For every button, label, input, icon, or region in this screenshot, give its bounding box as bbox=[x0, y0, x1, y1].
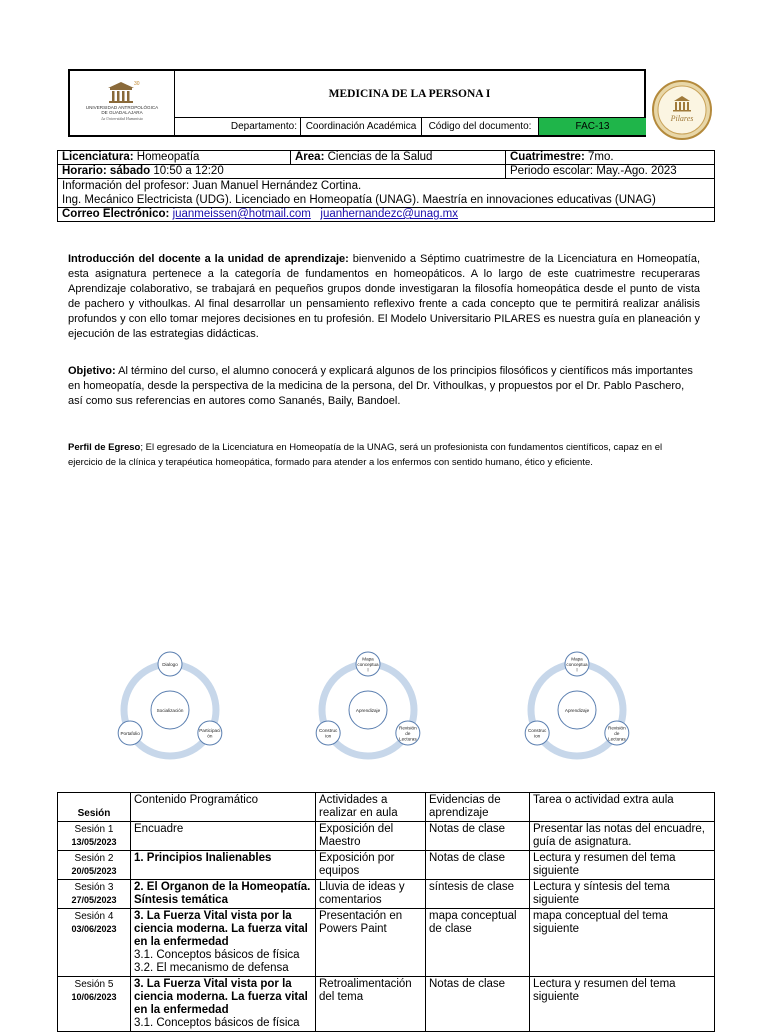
header-tarea: Tarea o actividad extra aula bbox=[530, 793, 715, 822]
email-link-1[interactable]: juanmeissen@hotmail.com bbox=[172, 208, 311, 220]
cuatrimestre-cell bbox=[506, 151, 715, 165]
node-label-top: l bbox=[367, 667, 369, 673]
session-label: Sesión 5 bbox=[74, 979, 114, 990]
contenido-cell bbox=[131, 977, 316, 1032]
contenido-cell bbox=[131, 880, 316, 909]
contenido-cell bbox=[131, 909, 316, 977]
document-title: MEDICINA DE LA PERSONA I bbox=[175, 71, 644, 118]
horario-value: 10:50 a 12:20 bbox=[150, 165, 224, 177]
node-label-right: de bbox=[405, 730, 411, 736]
evidencias-cell: Notas de clase bbox=[426, 822, 530, 851]
evidencias-cell: Notas de clase bbox=[426, 977, 530, 1032]
node-label-top: Mapa bbox=[571, 656, 583, 662]
session-label: Sesión 3 bbox=[74, 882, 114, 893]
node-label-left: ion bbox=[325, 733, 332, 739]
table-row bbox=[58, 851, 715, 880]
evidencias-cell: Notas de clase bbox=[426, 851, 530, 880]
perfil-paragraph bbox=[68, 440, 678, 470]
header-evidencias: Evidencias de aprendizaje bbox=[426, 793, 530, 822]
node-label-top: l bbox=[576, 667, 578, 673]
sessions-header-row bbox=[58, 793, 715, 822]
node-label-right: ón bbox=[207, 733, 213, 739]
actividades-cell: Exposición por equipos bbox=[316, 851, 426, 880]
session-date: 20/05/2023 bbox=[71, 866, 117, 876]
area-value: Ciencias de la Salud bbox=[324, 151, 433, 163]
header-contenido: Contenido Programático bbox=[131, 793, 316, 822]
header-meta-row bbox=[175, 118, 644, 135]
table-row bbox=[58, 909, 715, 977]
contenido-subitem: 3.1. Conceptos básicos de física bbox=[134, 949, 300, 961]
intro-paragraph bbox=[68, 252, 700, 342]
contenido-subitem: 3.2. El mecanismo de defensa bbox=[134, 962, 289, 974]
area-cell bbox=[291, 151, 506, 165]
perfil-label: Perfil de Egreso bbox=[68, 442, 141, 453]
diagram-aprendizaje-1 bbox=[316, 652, 420, 756]
session-date: 03/06/2023 bbox=[71, 924, 117, 934]
session-cell bbox=[58, 977, 131, 1032]
actividades-cell: Retroalimentación del tema bbox=[316, 977, 426, 1032]
tarea-cell: mapa conceptual del tema siguiente bbox=[530, 909, 715, 977]
svg-text:30: 30 bbox=[134, 81, 140, 87]
contenido-title: 2. El Organon de la Homeopatía. Síntesis temática bbox=[134, 881, 311, 906]
horario-label: Horario: sábado bbox=[62, 165, 151, 177]
table-row bbox=[58, 977, 715, 1032]
contenido-title: 3. La Fuerza Vital vista por la ciencia moderna. La fuerza vital en la enfermedad bbox=[134, 910, 308, 948]
licenciatura-value: Homeopatía bbox=[133, 151, 200, 163]
horario-cell bbox=[58, 165, 506, 179]
node-label-right: Revisión bbox=[608, 725, 626, 731]
contenido-cell bbox=[131, 822, 316, 851]
actividades-cell: Exposición del Maestro bbox=[316, 822, 426, 851]
contenido-subitem: 3.1. Conceptos básicos de física bbox=[134, 1017, 300, 1029]
profesor-cell bbox=[58, 179, 715, 208]
evidencias-cell: síntesis de clase bbox=[426, 880, 530, 909]
objetivo-label: Objetivo: bbox=[68, 365, 116, 377]
node-label-right: Participaci bbox=[199, 728, 221, 734]
contenido-cell bbox=[131, 851, 316, 880]
profesor-formacion: Ing. Mecánico Electricista (UDG). Licenciado en Homeopatía (UNAG). Maestría en innovaciones educativas (UNAG) bbox=[62, 194, 656, 206]
licenciatura-cell bbox=[58, 151, 291, 165]
actividades-cell: Lluvia de ideas y comentarios bbox=[316, 880, 426, 909]
table-row bbox=[58, 822, 715, 851]
actividades-cell: Presentación en Powers Paint bbox=[316, 909, 426, 977]
center-label: Socialización bbox=[156, 707, 184, 713]
logo-line-3: La Universidad Humanista bbox=[101, 117, 143, 121]
diagram-socializacion bbox=[118, 652, 222, 756]
pilares-seal bbox=[651, 79, 713, 141]
session-label: Sesión 2 bbox=[74, 853, 114, 864]
course-info-table bbox=[57, 150, 715, 222]
contenido-title: Encuadre bbox=[134, 823, 184, 835]
correo-label: Correo Electrónico: bbox=[62, 208, 170, 220]
intro-label: Introducción del docente a la unidad de aprendizaje: bbox=[68, 253, 349, 265]
departamento-label: Departamento: bbox=[175, 118, 301, 135]
node-label-left: Construc bbox=[527, 728, 547, 734]
node-label-top: conceptua bbox=[357, 661, 379, 667]
licenciatura-label: Licenciatura: bbox=[62, 151, 134, 163]
intro-text: bienvenido a Séptimo cuatrimestre de la Licenciatura en Homeopatía, esta asignatura pertenece a la categoría de fundamentos en homeopáticos. A lo largo de este cuatrimestre recuperaras Aprendizaje colaborativo, se trabajará en pequeños grupos donde investigaran la filosofía homeopática desde el punto de vista de pachero y vithoulkas. Al final desarrollar un pensamiento reflexivo frente a cada concepto que te permitirá realizar análisis profundos y con ello tomar mejores decisiones en tu profesión. El Modelo Universitario PILARES es nuestra guía en planeación y ejecución de las estrategias didácticas. bbox=[68, 253, 701, 340]
objetivo-paragraph bbox=[68, 364, 700, 409]
center-label: Aprendizaje bbox=[355, 707, 381, 713]
session-cell bbox=[58, 909, 131, 977]
center-label: Aprendizaje bbox=[564, 707, 590, 713]
session-date: 27/05/2023 bbox=[71, 895, 117, 905]
cuatrimestre-value: 7mo. bbox=[584, 151, 614, 163]
periodo-cell: Periodo escolar: May.-Ago. 2023 bbox=[506, 165, 715, 179]
cycle-diagrams bbox=[100, 640, 700, 760]
objetivo-text: Al término del curso, el alumno conocerá y explicará algunos de los principios filosóficos y científicos más importantes en homeopatía, desde la perspectiva de la medicina de la persona, del Dr. Vithoulkas, y propuestos por el Dr. Pablo Paschero, así como sus referencias en autores como Sananés, Baily, Bandoel. bbox=[68, 365, 693, 407]
header-actividades: Actividades a realizar en aula bbox=[316, 793, 426, 822]
header-sesion: Sesión bbox=[58, 793, 131, 822]
email-link-2[interactable]: juanhernandezc@unag.mx bbox=[320, 208, 459, 220]
sessions-table bbox=[57, 792, 715, 1032]
university-logo bbox=[70, 71, 175, 135]
tarea-cell: Lectura y síntesis del tema siguiente bbox=[530, 880, 715, 909]
session-cell bbox=[58, 822, 131, 851]
logo-line-2: DE GUADALAJARA bbox=[101, 110, 143, 115]
diagram-aprendizaje-2 bbox=[525, 652, 629, 756]
tarea-cell: Presentar las notas del encuadre, guía de asignatura. bbox=[530, 822, 715, 851]
session-date: 13/05/2023 bbox=[71, 837, 117, 847]
session-label: Sesión 1 bbox=[74, 824, 114, 835]
session-date: 10/06/2023 bbox=[71, 992, 117, 1002]
node-label-right: de bbox=[614, 730, 620, 736]
session-cell bbox=[58, 851, 131, 880]
table-row bbox=[58, 880, 715, 909]
contenido-title: 1. Principios Inalienables bbox=[134, 852, 272, 864]
node-label-right: Lecturas bbox=[608, 736, 626, 742]
cuatrimestre-label: Cuatrimestre: bbox=[510, 151, 585, 163]
node-label-left: Portafolio bbox=[120, 730, 140, 736]
evidencias-cell: mapa conceptual de clase bbox=[426, 909, 530, 977]
perfil-text: ; El egresado de la Licenciatura en Homeopatía de la UNAG, será un profesionista con fundamentos científicos, capaz en el ejercicio de la clínica y terapéutica homeopática, formado para atender a los enfermos con sentido humano, ético y eficiente. bbox=[68, 442, 663, 468]
node-label-right: Lecturas bbox=[399, 736, 417, 742]
document-header bbox=[68, 69, 646, 137]
node-label-top: conceptua bbox=[566, 661, 588, 667]
correo-cell bbox=[58, 208, 715, 222]
node-label-top: Dialogo bbox=[162, 661, 178, 667]
session-cell bbox=[58, 880, 131, 909]
node-label-right: Revisión bbox=[399, 725, 417, 731]
node-label-left: ion bbox=[534, 733, 541, 739]
logo-line-1: UNIVERSIDAD ANTROPOLÓGICA bbox=[85, 105, 159, 110]
session-label: Sesión 4 bbox=[74, 911, 114, 922]
contenido-title: 3. La Fuerza Vital vista por la ciencia moderna. La fuerza vital en la enfermedad bbox=[134, 978, 308, 1016]
area-label: Area: bbox=[295, 151, 325, 163]
seal-text: Pilares bbox=[670, 114, 694, 123]
node-label-left: Construc bbox=[318, 728, 338, 734]
profesor-name: Información del profesor: Juan Manuel Hernández Cortina. bbox=[62, 180, 362, 192]
tarea-cell: Lectura y resumen del tema siguiente bbox=[530, 851, 715, 880]
codigo-label: Código del documento: bbox=[422, 118, 539, 135]
tarea-cell: Lectura y resumen del tema siguiente bbox=[530, 977, 715, 1032]
node-label-top: Mapa bbox=[362, 656, 374, 662]
codigo-value: FAC-13 bbox=[539, 118, 646, 135]
departamento-value: Coordinación Académica bbox=[301, 118, 422, 135]
